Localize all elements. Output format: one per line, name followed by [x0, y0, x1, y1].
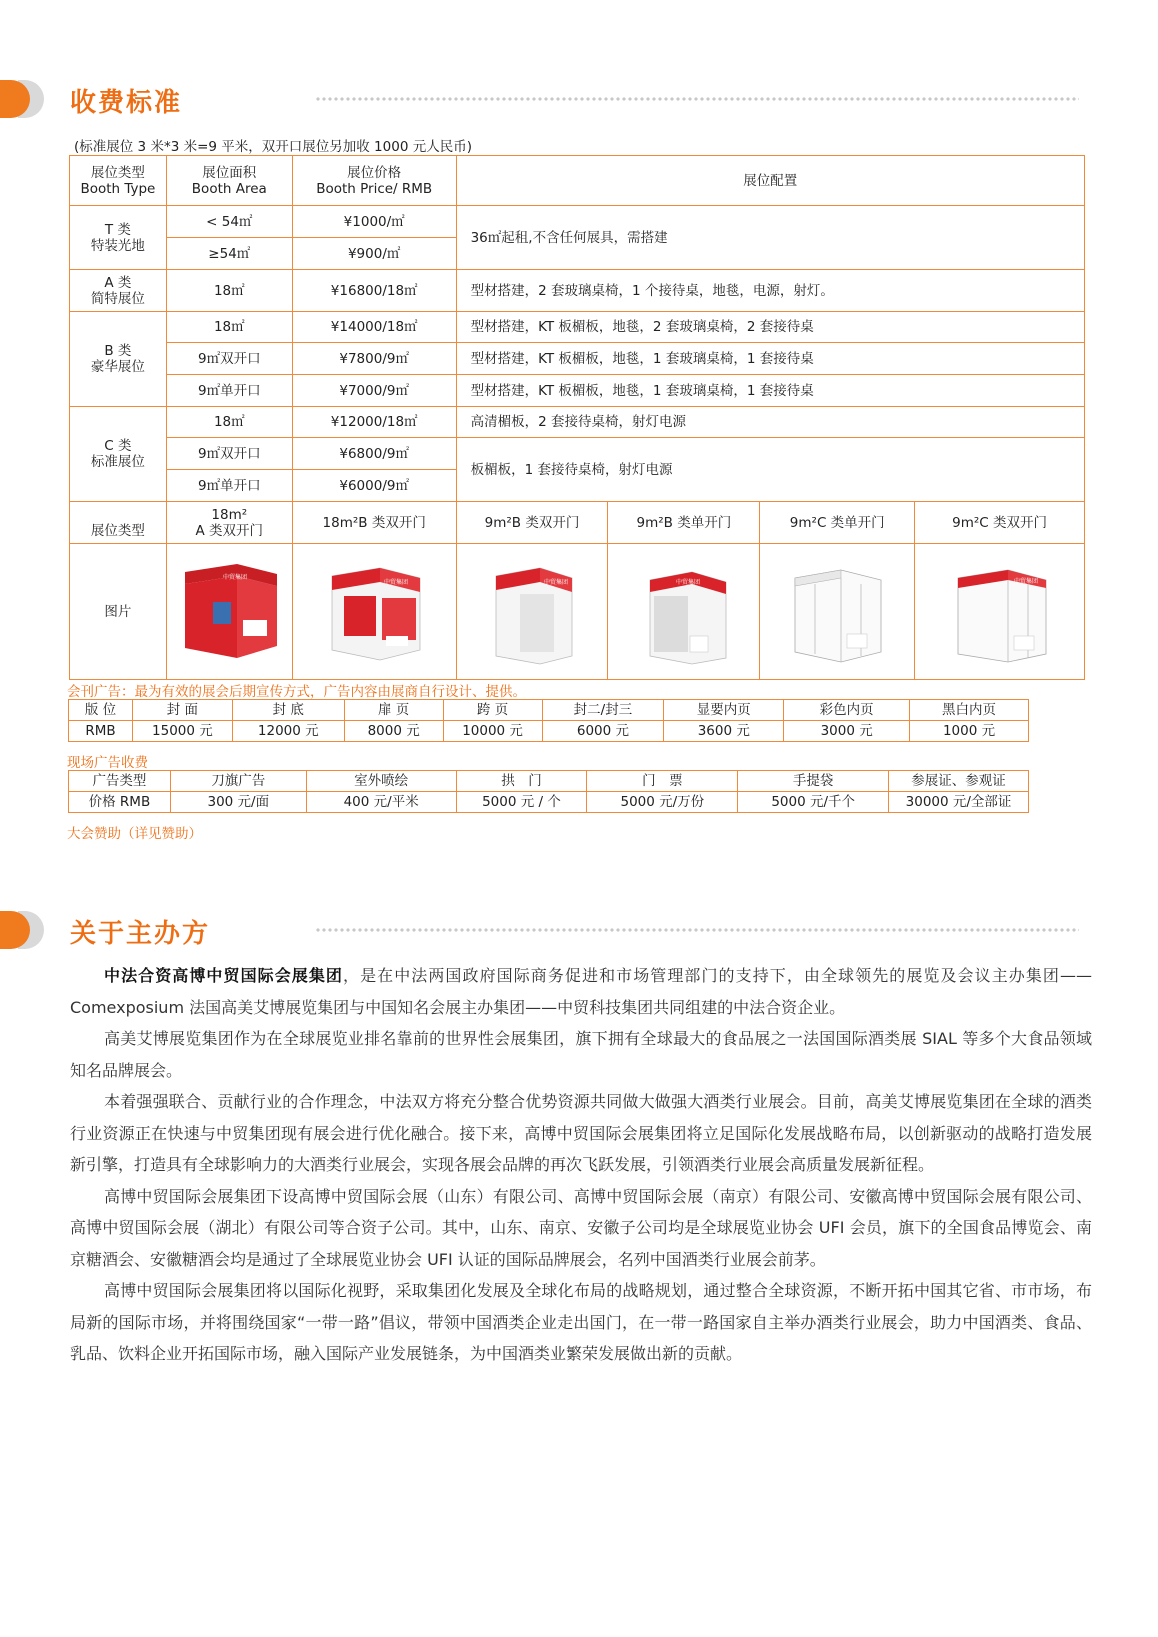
- price-cell: ¥7000/9㎡: [292, 375, 456, 407]
- area-cell: 9㎡单开口: [166, 375, 292, 407]
- header-cell: 扉 页: [344, 700, 443, 721]
- booth-image-cell: [608, 544, 760, 680]
- booth-image-b9-single: [632, 554, 736, 666]
- svg-text:中贸集团: 中贸集团: [223, 573, 248, 581]
- paragraph: 高博中贸国际会展集团下设高博中贸国际会展（山东）有限公司、高博中贸国际会展（南京）有限公司、安徽高博中贸国际会展有限公司、高博中贸国际会展（湖北）有限公司等合资子公司。其中，山东、南京、安徽子公司均是全球展览业协会 UFI 会员，旗下的全国食品博览会、南京糖酒会、安徽糖酒会均是通过了全球展览业协会 UFI 认证的国际品牌展会，名列中国酒类行业展会前茅。: [70, 1186, 1092, 1269]
- svg-text:中贸集团: 中贸集团: [544, 578, 569, 586]
- header-cell: 封二/封三: [542, 700, 664, 721]
- section-tab-icon: [0, 80, 44, 118]
- value-cell: 5000 元/万份: [587, 792, 738, 813]
- header-cell: 参展证、参观证: [889, 771, 1029, 792]
- value-cell: RMB: [69, 721, 133, 742]
- value-cell: 300 元/面: [170, 792, 306, 813]
- value-cell: 5000 元/千个: [738, 792, 889, 813]
- value-cell: 15000 元: [132, 721, 232, 742]
- booth-type-cell: 9m²C 类单开门: [760, 502, 915, 544]
- area-cell: 18㎡: [166, 270, 292, 312]
- type-cell: A 类 简特展位: [70, 270, 167, 312]
- header-cell: 广告类型: [69, 771, 171, 792]
- config-cell: 高清楣板，2 套接待桌椅，射灯电源: [456, 407, 1084, 438]
- table-row: [70, 375, 1085, 407]
- booth-image-a18: [177, 554, 281, 666]
- value-cell: 3600 元: [664, 721, 784, 742]
- header-cell: 手提袋: [738, 771, 889, 792]
- header-cell: 版 位: [69, 700, 133, 721]
- booth-type-cell: 18m² A 类双开门: [166, 502, 292, 544]
- table-row: [70, 206, 1085, 238]
- header-cell: 展位类型 Booth Type: [70, 156, 167, 206]
- area-cell: 9㎡双开口: [166, 438, 292, 470]
- price-cell: ¥6000/9㎡: [292, 470, 456, 502]
- value-cell: 12000 元: [232, 721, 344, 742]
- price-cell: ¥6800/9㎡: [292, 438, 456, 470]
- type-cell: T 类 特装光地: [70, 206, 167, 270]
- section-tab-icon: [0, 911, 44, 949]
- header-cell: 显要内页: [664, 700, 784, 721]
- header-cell: 封 底: [232, 700, 344, 721]
- site-ads-label: 现场广告收费: [67, 755, 148, 771]
- journal-ads-label: 会刊广告：最为有效的展会后期宣传方式，广告内容由展商自行设计、提供。: [67, 684, 526, 700]
- booth-image-cell: [456, 544, 608, 680]
- area-cell: < 54㎡: [166, 206, 292, 238]
- table-row: [70, 312, 1085, 343]
- booth-note: (标准展位 3 米*3 米=9 平米，双开口展位另加收 1000 元人民币): [74, 139, 472, 155]
- value-cell: 价格 RMB: [69, 792, 171, 813]
- booth-type-cell: 9m²B 类双开门: [456, 502, 608, 544]
- section-header-organizer: [0, 911, 1158, 961]
- header-cell: 展位配置: [456, 156, 1084, 206]
- section-title: 收费标准: [70, 88, 183, 118]
- booth-image-b18: [322, 554, 426, 666]
- value-cell: 6000 元: [542, 721, 664, 742]
- section-header-pricing: [0, 80, 1158, 130]
- table-row: [70, 270, 1085, 312]
- table-row: [70, 407, 1085, 438]
- svg-text:中贸集团: 中贸集团: [1013, 577, 1038, 585]
- header-cell: 室外喷绘: [306, 771, 456, 792]
- header-cell: 跨 页: [443, 700, 542, 721]
- price-cell: ¥16800/18㎡: [292, 270, 456, 312]
- booth-types-row: [70, 502, 1085, 544]
- value-cell: 1000 元: [910, 721, 1029, 742]
- svg-text:中贸集团: 中贸集团: [384, 578, 409, 586]
- area-cell: ≥54㎡: [166, 238, 292, 270]
- table-header-row: [69, 700, 1029, 721]
- journal-ads-table: [68, 699, 1029, 742]
- section-title: 关于主办方: [70, 919, 211, 949]
- value-cell: 8000 元: [344, 721, 443, 742]
- dotted-divider: [315, 927, 1079, 933]
- header-cell: 展位价格 Booth Price/ RMB: [292, 156, 456, 206]
- booth-image-cell: [915, 544, 1085, 680]
- table-row: [69, 792, 1029, 813]
- header-cell: 封 面: [132, 700, 232, 721]
- header-cell: 黑白内页: [910, 700, 1029, 721]
- sponsor-label: 大会赞助（详见赞助）: [67, 826, 202, 842]
- booth-type-cell: 18m²B 类双开门: [292, 502, 456, 544]
- paragraph: 高美艾博展览集团作为在全球展览业排名靠前的世界性会展集团，旗下拥有全球最大的食品展之一法国国际酒类展 SIAL 等多个大食品领域知名品牌展会。: [70, 1029, 1092, 1080]
- config-cell: 板楣板，1 套接待桌椅，射灯电源: [456, 438, 1084, 502]
- booth-type-cell: 9m²C 类双开门: [915, 502, 1085, 544]
- header-cell: 刀旗广告: [170, 771, 306, 792]
- header-cell: 拱 门: [456, 771, 587, 792]
- booth-image-cell: [292, 544, 456, 680]
- type-label-cell: 展位类型: [70, 502, 167, 544]
- value-cell: 400 元/平米: [306, 792, 456, 813]
- table-row: [69, 721, 1029, 742]
- organizer-body: [70, 960, 1092, 1370]
- area-cell: 9㎡单开口: [166, 470, 292, 502]
- config-cell: 型材搭建，2 套玻璃桌椅，1 个接待桌，地毯，电源，射灯。: [456, 270, 1084, 312]
- booth-type-cell: 9m²B 类单开门: [608, 502, 760, 544]
- config-cell: 型材搭建，KT 板楣板，地毯，2 套玻璃桌椅，2 套接待桌: [456, 312, 1084, 343]
- header-cell: 展位面积 Booth Area: [166, 156, 292, 206]
- svg-text:中贸集团: 中贸集团: [675, 578, 700, 586]
- pic-label-cell: 图片: [70, 544, 167, 680]
- booth-image-cell: [166, 544, 292, 680]
- table-row: [70, 438, 1085, 470]
- value-cell: 3000 元: [784, 721, 910, 742]
- value-cell: 30000 元/全部证: [889, 792, 1029, 813]
- booth-pictures-row: [70, 544, 1085, 680]
- paragraph: 高博中贸国际会展集团将以国际化视野，采取集团化发展及全球化布局的战略规划，通过整合全球资源，不断开拓中国其它省、市市场，布局新的国际市场，并将围绕国家“一带一路”倡议，带领中国酒类企业走出国门，在一带一路国家自主举办酒类行业展会，助力中国酒类、食品、乳品、饮料企业开拓国际市场，融入国际产业发展链条，为中国酒类业繁荣发展做出新的贡献。: [70, 1281, 1092, 1363]
- table-header-row: [70, 156, 1085, 206]
- header-cell: 彩色内页: [784, 700, 910, 721]
- config-cell: 36㎡起租,不含任何展具，需搭建: [456, 206, 1084, 270]
- booth-image-b9-double: [480, 554, 584, 666]
- price-cell: ¥7800/9㎡: [292, 343, 456, 375]
- config-cell: 型材搭建，KT 板楣板，地毯，1 套玻璃桌椅，1 套接待桌: [456, 375, 1084, 407]
- area-cell: 9㎡双开口: [166, 343, 292, 375]
- price-cell: ¥14000/18㎡: [292, 312, 456, 343]
- area-cell: 18㎡: [166, 312, 292, 343]
- header-cell: 门 票: [587, 771, 738, 792]
- booth-price-table: [69, 155, 1085, 680]
- booth-image-cell: [760, 544, 915, 680]
- table-row: [70, 343, 1085, 375]
- type-cell: C 类 标准展位: [70, 407, 167, 502]
- type-cell: B 类 豪华展位: [70, 312, 167, 407]
- price-cell: ¥900/㎡: [292, 238, 456, 270]
- booth-image-c9-double: [948, 554, 1052, 666]
- area-cell: 18㎡: [166, 407, 292, 438]
- value-cell: 5000 元 / 个: [456, 792, 587, 813]
- config-cell: 型材搭建，KT 板楣板，地毯，1 套玻璃桌椅，1 套接待桌: [456, 343, 1084, 375]
- dotted-divider: [315, 96, 1079, 102]
- paragraph: 中法合资高博中贸国际会展集团，是在中法两国政府国际商务促进和市场管理部门的支持下，由全球领先的展览及会议主办集团——Comexposium 法国高美艾博展览集团与中国知名会展主办集团——中贸科技集团共同组建的中法合资企业。: [70, 966, 1092, 1017]
- table-header-row: [69, 771, 1029, 792]
- price-cell: ¥1000/㎡: [292, 206, 456, 238]
- price-cell: ¥12000/18㎡: [292, 407, 456, 438]
- site-ads-table: [68, 770, 1029, 813]
- booth-image-c9-single: [785, 554, 889, 666]
- value-cell: 10000 元: [443, 721, 542, 742]
- paragraph: 本着强强联合、贡献行业的合作理念，中法双方将充分整合优势资源共同做大做强大酒类行业展会。目前，高美艾博展览集团在全球的酒类行业资源正在快速与中贸集团现有展会进行优化融合。接下来，高博中贸国际会展集团将立足国际化发展战略布局，以创新驱动的战略打造发展新引擎，打造具有全球影响力的大酒类行业展会，实现各展会品牌的再次飞跃发展，引领酒类行业展会高质量发展新征程。: [70, 1092, 1092, 1174]
